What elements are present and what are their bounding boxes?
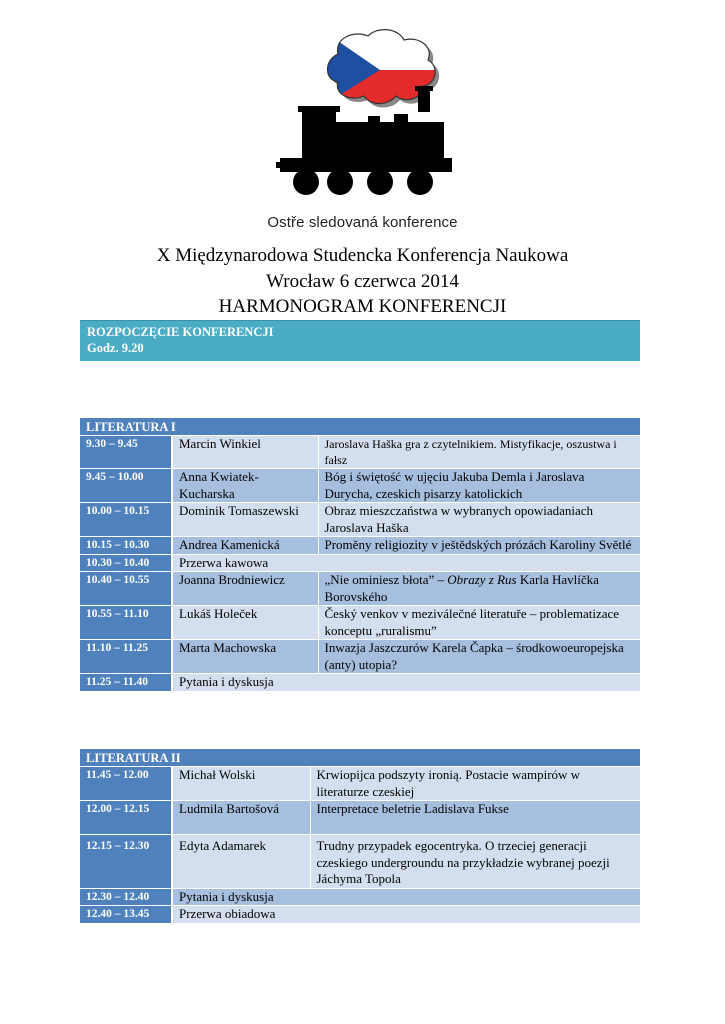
opening-label: ROZPOCZĘCIE KONFERENCJI [87,325,274,339]
session-title: LITERATURA I [80,418,640,436]
talk-title-cell: Interpretace beletrie Ladislava Fukse [310,801,640,835]
talk-title-cell: Proměny religiozity v ještědských prózách Karoliny Světlé [318,537,640,555]
session-table-literatura-1 [80,418,640,692]
discussion-cell: Pytania i dyskusja [172,674,640,692]
talk-title-part: Karla Havlíčka Borovského [324,572,599,604]
speaker-cell: Ludmila Bartošová [172,801,310,835]
speaker-cell: Michał Wolski [172,767,310,801]
time-cell: 12.15 – 12.30 [80,835,172,889]
time-cell: 11.45 – 12.00 [80,767,172,801]
session-table-literatura-2 [80,749,640,924]
speaker-cell: Marta Machowska [172,640,318,674]
speaker-cell: Andrea Kamenická [172,537,318,555]
time-cell: 11.25 – 11.40 [80,674,172,692]
table-row [80,436,640,469]
table-row [80,554,640,572]
speaker-cell: Dominik Tomaszewski [172,503,318,537]
talk-title-italic: Obrazy z Rus [447,572,517,587]
time-cell: 10.55 – 11.10 [80,606,172,640]
talk-title-cell: Krwiopijca podszyty ironią. Postacie wampirów w literaturze czeskiej [310,767,640,801]
time-cell: 12.40 – 13.45 [80,906,172,924]
time-cell: 10.00 – 10.15 [80,503,172,537]
speaker-cell: Marcin Winkiel [172,436,318,469]
time-cell: 12.00 – 12.15 [80,801,172,835]
session-title: LITERATURA II [80,749,640,767]
table-row [80,640,640,674]
time-cell: 10.30 – 10.40 [80,554,172,572]
opening-time: Godz. 9.20 [87,341,144,355]
break-cell: Przerwa obiadowa [172,906,640,924]
logo-caption: Ostře sledovaná konference [267,214,458,231]
conference-title: X Międzynarodowa Studencka Konferencja Naukowa [156,245,569,266]
discussion-cell: Pytania i dyskusja [172,888,640,906]
schedule-heading: HARMONOGRAM KONFERENCJI [218,296,507,317]
table-row [80,906,640,924]
speaker-cell: Joanna Brodniewicz [172,572,318,606]
talk-title-cell [318,572,640,606]
time-cell: 10.40 – 10.55 [80,572,172,606]
table-row [80,469,640,503]
train-logo [276,26,456,206]
session-header [80,749,640,767]
talk-title-cell: Jaroslava Haška gra z czytelnikiem. Mistyfikacje, oszustwa i fałsz [318,436,640,469]
time-cell: 9.30 – 9.45 [80,436,172,469]
table-row [80,674,640,692]
table-row [80,537,640,555]
talk-title-part: „Nie ominiesz błota” – [324,572,448,587]
talk-title-cell: Bóg i świętość w ujęciu Jakuba Demla i Jaroslava Durycha, czeskich pisarzy katolickich [318,469,640,503]
table-row [80,888,640,906]
table-row [80,801,640,835]
table-row [80,606,640,640]
time-cell: 12.30 – 12.40 [80,888,172,906]
talk-title-cell: Trudny przypadek egocentryka. O trzeciej generacji czeskiego undergroundu na przykładzie wybranej poezji Jáchyma Topola [310,835,640,889]
speaker-cell: Anna Kwiatek-Kucharska [172,469,318,503]
time-cell: 9.45 – 10.00 [80,469,172,503]
table-row [80,572,640,606]
talk-title-cell: Inwazja Jaszczurów Karela Čapka – środkowoeuropejska (anty) utopia? [318,640,640,674]
opening-box [80,320,640,361]
speaker-cell: Edyta Adamarek [172,835,310,889]
session-header [80,418,640,436]
conference-date: Wrocław 6 czerwca 2014 [266,271,459,292]
talk-title-cell: Obraz mieszczaństwa w wybranych opowiadaniach Jaroslava Haška [318,503,640,537]
time-cell: 10.15 – 10.30 [80,537,172,555]
talk-title-cell: Český venkov v meziválečné literatuře – problematizace konceptu „ruralismu” [318,606,640,640]
table-row [80,835,640,889]
break-cell: Przerwa kawowa [172,554,640,572]
table-row [80,767,640,801]
time-cell: 11.10 – 11.25 [80,640,172,674]
speaker-cell: Lukáš Holeček [172,606,318,640]
table-row [80,503,640,537]
